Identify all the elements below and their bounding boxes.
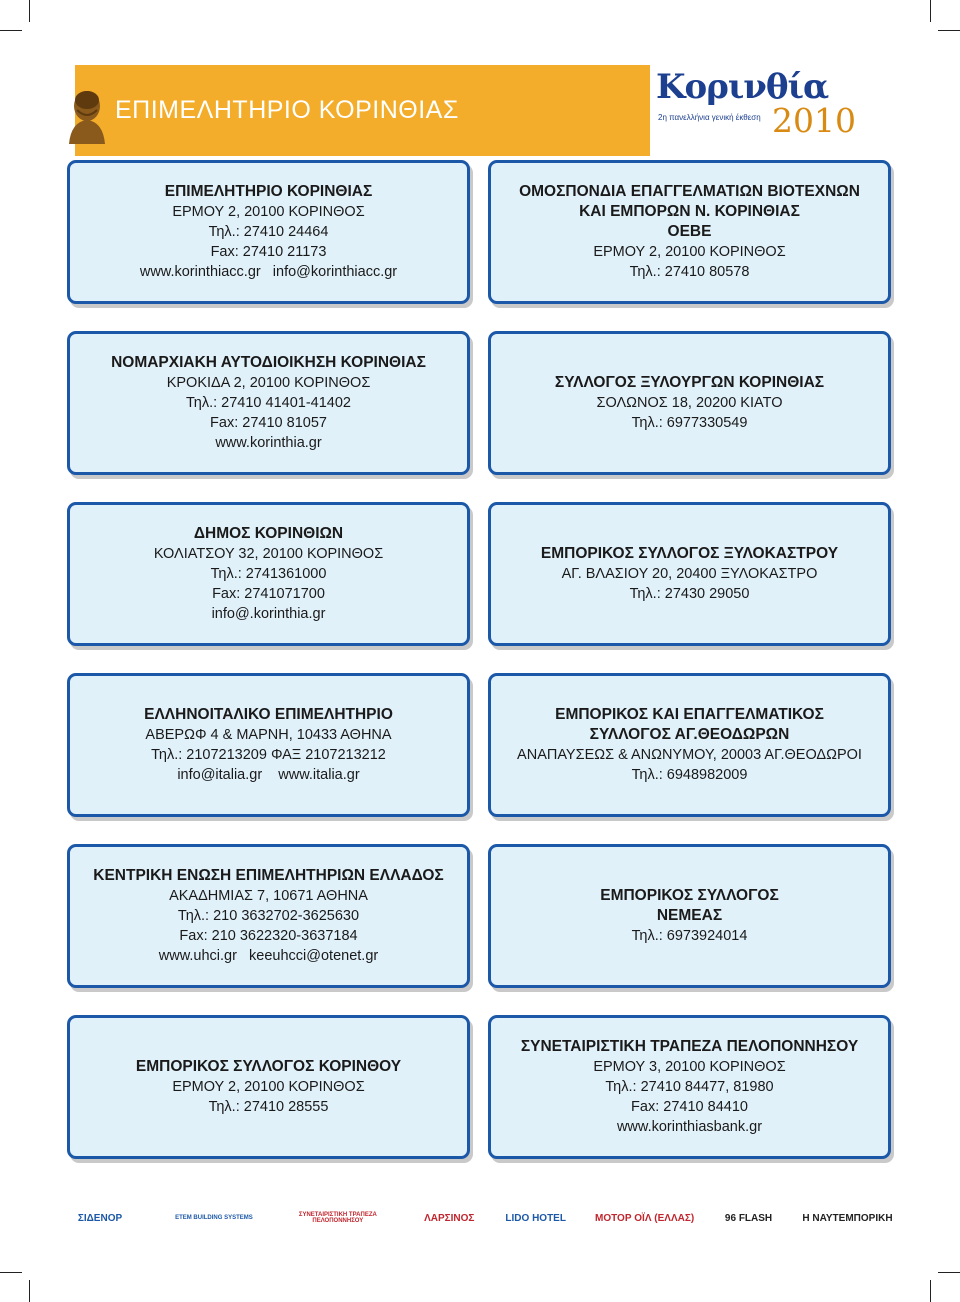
sponsor-logo: ΣΙΔΕΝΟΡ [77,1212,123,1224]
card-line: Τηλ.: 2741361000 [210,566,327,582]
card-title: ΕΠΙΜΕΛΗΤΗΡΙΟ ΚΟΡΙΝΘΙΑΣ [164,183,373,200]
card-line: Τηλ.: 27410 80578 [629,264,750,280]
crop-mark [930,0,931,22]
card-line: ΕΡΜΟΥ 3, 20100 ΚΟΡΙΝΘΟΣ [593,1059,786,1075]
crop-mark [938,1272,960,1273]
sponsor-logo: ΣΥΝΕΤΑΙΡΙΣΤΙΚΗ ΤΡΑΠΕΖΑ ΠΕΛΟΠΟΝΝΗΣΟΥ [298,1212,377,1224]
crop-mark [29,0,30,22]
card-line: www.korinthiacc.gr info@korinthiacc.gr [139,264,398,280]
card-line: ΚΟΛΙΑΤΣΟΥ 32, 20100 ΚΟΡΙΝΘΟΣ [153,546,384,562]
card-title: ΟΕΒΕ [667,223,712,240]
sponsor-logos [60,1188,900,1248]
sponsor-logo: ΛΑΡΣΙΝΟΣ [424,1212,475,1224]
contact-card [488,160,891,304]
card-line: www.korinthia.gr [215,435,322,451]
crop-mark [0,30,22,31]
card-line: Fax: 27410 84410 [631,1099,748,1115]
card-line: ΑΝΑΠΑΥΣΕΩΣ & ΑΝΩΝΥΜΟΥ, 20003 ΑΓ.ΘΕΟΔΩΡΟΙ [517,747,862,763]
card-line: Fax: 210 3622320-3637184 [179,928,358,944]
card-line: ΑΓ. ΒΛΑΣΙΟΥ 20, 20400 ΞΥΛΟΚΑΣΤΡΟ [561,566,818,582]
card-title: ΕΜΠΟΡΙΚΟΣ ΣΥΛΛΟΓΟΣ ΞΥΛΟΚΑΣΤΡΟΥ [540,545,839,562]
contact-card [67,502,470,646]
contact-card [67,1015,470,1159]
card-title: ΔΗΜΟΣ ΚΟΡΙΝΘΙΩΝ [193,525,344,542]
card-title: ΕΜΠΟΡΙΚΟΣ ΣΥΛΛΟΓΟΣ [600,887,779,904]
card-title: ΕΛΛΗΝΟΙΤΑΛΙΚΟ ΕΠΙΜΕΛΗΤΗΡΙΟ [144,706,393,723]
crop-mark [29,1280,30,1302]
card-line: Τηλ.: 27410 84477, 81980 [605,1079,774,1095]
chamber-bust-icon [63,86,109,144]
card-line: ΑΒΕΡΩΦ 4 & ΜΑΡΝΗ, 10433 ΑΘΗΝΑ [145,727,392,743]
contact-card [67,673,470,817]
contact-card [488,844,891,988]
card-title: ΝΟΜΑΡΧΙΑΚΗ ΑΥΤΟΔΙΟΙΚΗΣΗ ΚΟΡΙΝΘΙΑΣ [111,354,426,371]
contact-card [67,160,470,304]
card-title: ΕΜΠΟΡΙΚΟΣ ΣΥΛΛΟΓΟΣ ΚΟΡΙΝΘΟΥ [135,1058,402,1075]
card-title: ΚΕΝΤΡΙΚΗ ΕΝΩΣΗ ΕΠΙΜΕΛΗΤΗΡΙΩΝ ΕΛΛΑΔΟΣ [93,867,444,884]
header-title: ΕΠΙΜΕΛΗΤΗΡΙΟ ΚΟΡΙΝΘΙΑΣ [115,96,459,124]
card-line: Fax: 27410 81057 [210,415,327,431]
card-line: Τηλ.: 6948982009 [631,767,748,783]
sponsor-logo: LIDO HOTEL [505,1212,566,1224]
crop-mark [930,1280,931,1302]
contact-card [67,844,470,988]
sponsor-logo: Η ΝΑΥΤΕΜΠΟΡΙΚΗ [802,1212,893,1224]
contact-card [488,673,891,817]
card-line: Τηλ.: 2107213209 ΦΑΞ 2107213212 [151,747,386,763]
card-title: ΣΥΛΛΟΓΟΣ ΑΓ.ΘΕΟΔΩΡΩΝ [589,726,790,743]
card-line: Τηλ.: 6973924014 [631,928,748,944]
card-line: ΕΡΜΟΥ 2, 20100 ΚΟΡΙΝΘΟΣ [172,1079,365,1095]
card-title: ΚΑΙ ΕΜΠΟΡΩΝ Ν. ΚΟΡΙΝΘΙΑΣ [579,203,800,220]
crop-mark [0,1272,22,1273]
contact-card [488,331,891,475]
card-title: ΟΜΟΣΠΟΝΔΙΑ ΕΠΑΓΓΕΛΜΑΤΙΩΝ ΒΙΟΤΕΧΝΩΝ [519,183,860,200]
card-line: Fax: 27410 21173 [210,244,327,260]
logo-name: Κορινθία [656,67,829,107]
card-line: Τηλ.: 27430 29050 [629,586,750,602]
card-line: www.uhci.gr keeuhcci@otenet.gr [158,948,379,964]
card-line: ΣΟΛΩΝΟΣ 18, 20200 ΚΙΑΤΟ [596,395,783,411]
sponsor-logo: 96 FLASH [724,1212,773,1224]
sponsor-logo: ETEM BUILDING SYSTEMS [175,1215,253,1221]
logo-subtitle: 2η πανελλήνια γενική έκθεση [658,113,761,122]
card-line: Τηλ.: 210 3632702-3625630 [177,908,360,924]
card-line: www.korinthiasbank.gr [616,1119,763,1135]
card-line: ΚΡΟΚΙΔΑ 2, 20100 ΚΟΡΙΝΘΟΣ [166,375,371,391]
contact-card [67,331,470,475]
logo-year: 2010 [772,101,856,140]
card-line: info@.korinthia.gr [211,606,326,622]
exhibition-logo [650,65,885,156]
card-title: ΣΥΛΛΟΓΟΣ ΞΥΛΟΥΡΓΩΝ ΚΟΡΙΝΘΙΑΣ [554,374,825,391]
card-line: ΑΚΑΔΗΜΙΑΣ 7, 10671 ΑΘΗΝΑ [169,888,368,904]
contact-card [488,1015,891,1159]
card-line: ΕΡΜΟΥ 2, 20100 ΚΟΡΙΝΘΟΣ [593,244,786,260]
crop-mark [938,30,960,31]
card-line: Τηλ.: 27410 41401-41402 [185,395,351,411]
card-line: Τηλ.: 27410 28555 [208,1099,329,1115]
contact-card [488,502,891,646]
card-title: ΝΕΜΕΑΣ [656,907,723,924]
card-title: ΕΜΠΟΡΙΚΟΣ ΚΑΙ ΕΠΑΓΓΕΛΜΑΤΙΚΟΣ [555,706,824,723]
card-title: ΣΥΝΕΤΑΙΡΙΣΤΙΚΗ ΤΡΑΠΕΖΑ ΠΕΛΟΠΟΝΝΗΣΟΥ [520,1038,859,1055]
card-line: Τηλ.: 6977330549 [631,415,748,431]
card-line: Fax: 2741071700 [212,586,325,602]
card-line: ΕΡΜΟΥ 2, 20100 ΚΟΡΙΝΘΟΣ [172,204,365,220]
card-line: info@italia.gr www.italia.gr [177,767,360,783]
sponsor-logo: ΜΟΤΟΡ ΟΪΛ (ΕΛΛΑΣ) [595,1212,695,1224]
card-line: Τηλ.: 27410 24464 [208,224,329,240]
